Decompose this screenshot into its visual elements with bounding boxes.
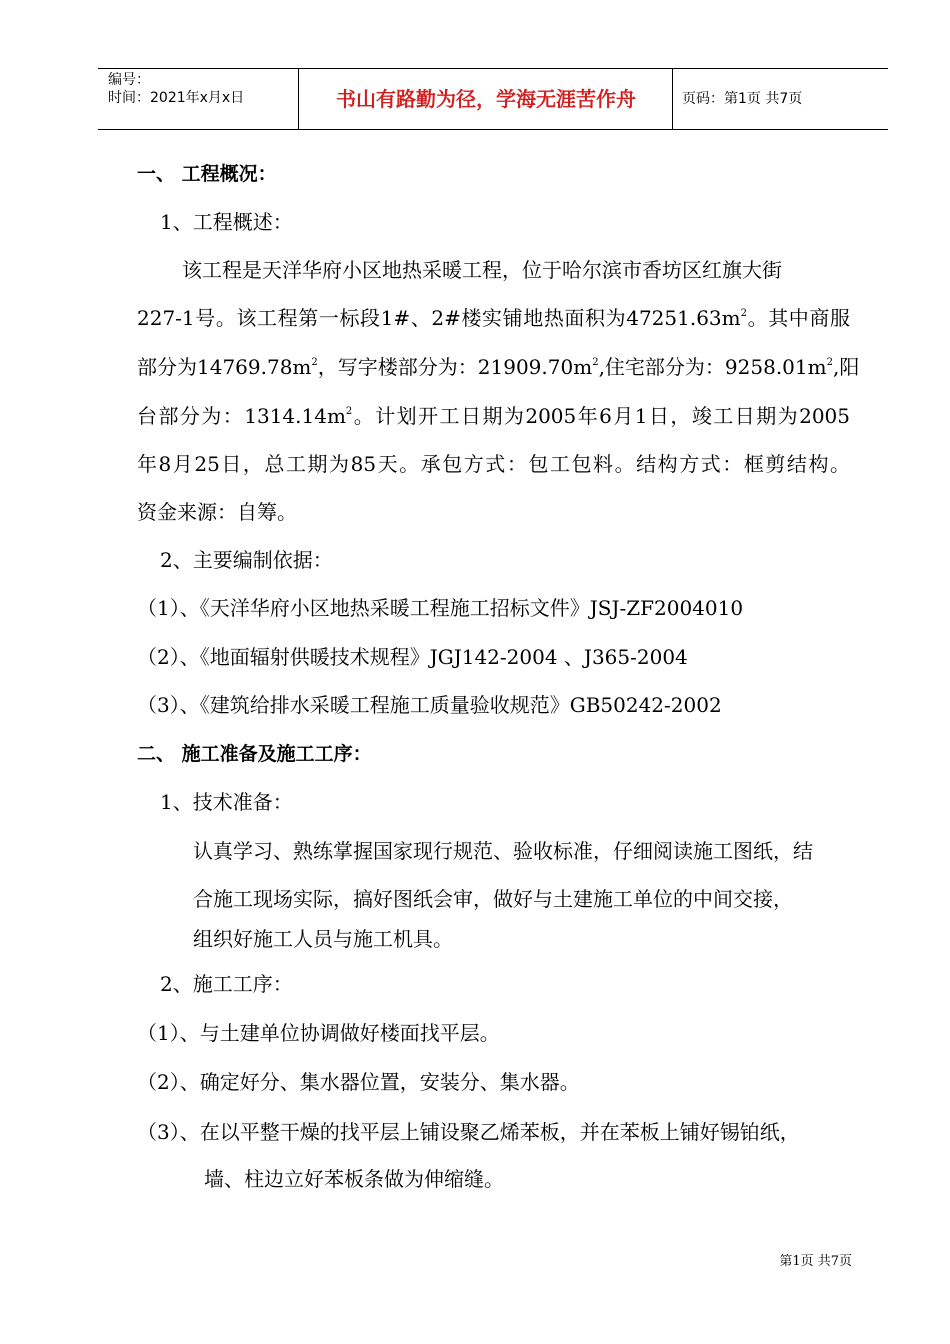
reference-3: （3）、《建筑给排水采暖工程施工质量验收规范》GB50242-2002 <box>137 693 722 717</box>
step-3-line-1: （3）、在以平整干燥的找平层上铺设聚乙烯苯板，并在苯板上铺好锡铂纸， <box>137 1120 800 1144</box>
subsection-2-1-title: 1、技术准备： <box>160 790 293 814</box>
page-header <box>98 68 888 130</box>
reference-2: （2）、《地面辐射供暖技术规程》JGJ142-2004 、J365-2004 <box>137 645 688 669</box>
header-divider <box>672 69 673 129</box>
reference-1: （1）、《天洋华府小区地热采暖工程施工招标文件》JSJ-ZF2004010 <box>137 596 744 620</box>
code-label: 编号： <box>108 72 150 88</box>
header-motto: 书山有路勤为径，学海无涯苦作舟 <box>336 87 636 111</box>
subsection-1-1-title: 1、工程概述： <box>160 210 293 234</box>
overview-line-6: 资金来源：自筹。 <box>137 500 297 524</box>
step-3-line-2: 墙、柱边立好苯板条做为伸缩缝。 <box>204 1167 504 1191</box>
header-meta <box>108 71 244 107</box>
subsection-2-2-title: 2、施工工序： <box>160 972 293 996</box>
overview-line-5: 年8月25日，总工期为85天。承包方式：包工包料。结构方式：框剪结构。 <box>137 452 850 476</box>
page-footer: 第1页 共7页 <box>779 1254 852 1269</box>
tech-prep-line-1: 认真学习、熟练掌握国家现行规范、验收标准，仔细阅读施工图纸，结 <box>193 839 813 863</box>
subsection-1-2-title: 2、主要编制依据： <box>160 548 333 572</box>
step-1: （1）、与土建单位协调做好楼面找平层。 <box>137 1021 500 1045</box>
overview-line-2: 227-1号。该工程第一标段1#、2#楼实铺地热面积为$47251.63m^2$。其中商服 <box>137 306 851 330</box>
step-2: （2）、确定好分、集水器位置，安装分、集水器。 <box>137 1070 580 1094</box>
header-page-info: 页码：第1页 共7页 <box>682 91 803 107</box>
section-2-title: 二、 施工准备及施工工序： <box>137 743 372 765</box>
tech-prep-line-3: 组织好施工人员与施工机具。 <box>193 927 453 951</box>
header-divider <box>298 69 299 129</box>
time-label: 时间：2021年x月x日 <box>108 90 245 106</box>
overview-line-3: 部分为$14769.78m^2$，写字楼部分为：$21909.70m^2$,住宅部分为：$9258.01m^2$,阳 <box>137 355 860 379</box>
tech-prep-line-2: 合施工现场实际，搞好图纸会审，做好与土建施工单位的中间交接， <box>193 887 793 911</box>
overview-line-1: 该工程是天洋华府小区地热采暖工程，位于哈尔滨市香坊区红旗大街 <box>182 258 782 282</box>
overview-line-4: 台部分为：$1314.14m^2$。计划开工日期为2005年6月1日，竣工日期为2005 <box>137 404 850 428</box>
section-1-title: 一、 工程概况： <box>137 163 277 185</box>
